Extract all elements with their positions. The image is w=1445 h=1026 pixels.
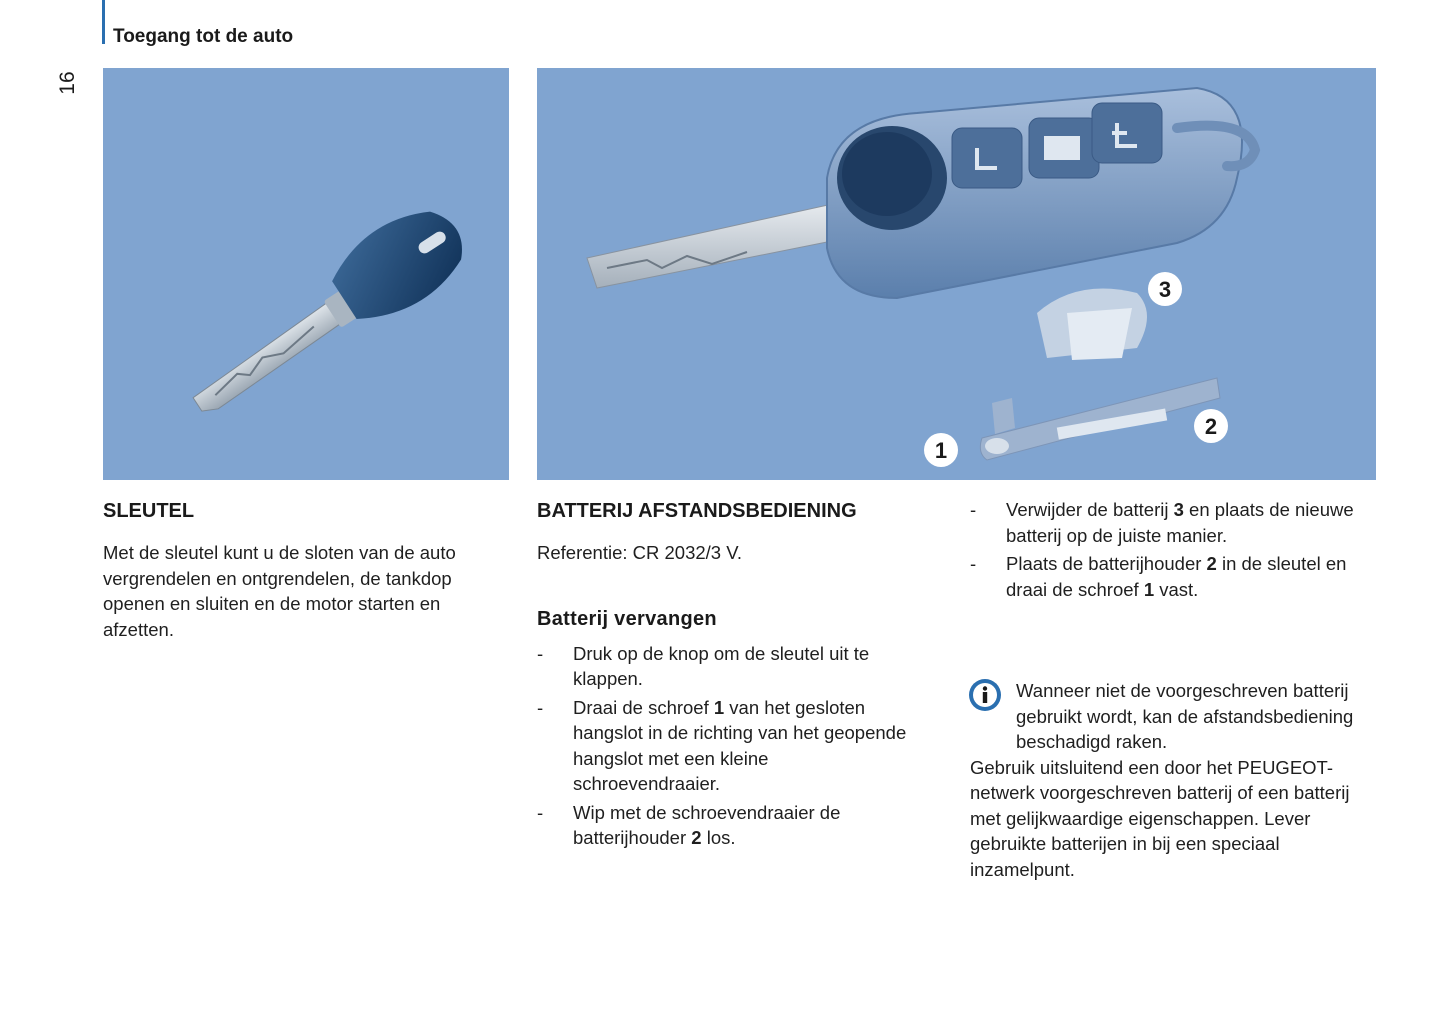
battery-section-continued xyxy=(970,497,1380,882)
svg-text:2: 2 xyxy=(1204,414,1218,439)
battery-steps-list-continued xyxy=(970,497,1380,602)
section-title: Toegang tot de auto xyxy=(113,26,294,47)
battery-section xyxy=(537,498,907,854)
key-drawing xyxy=(103,68,509,480)
battery-heading: BATTERIJ AFSTANDSBEDIENING xyxy=(537,500,857,522)
info-notice xyxy=(970,678,1380,882)
list-item: - Plaats de batterijhouder 2 in de sleutel en draai de schroef 1 vast. xyxy=(970,553,1347,600)
list-item: - Wip met de schroevendraaier de batterijhouder 2 los. xyxy=(537,801,841,848)
remote-drawing xyxy=(537,68,1376,480)
info-icon xyxy=(968,678,1002,712)
list-item: - Draai de schroef 1 van het gesloten hangslot in de richting van het geopende hangslot met een kleine schroevendraaier. xyxy=(537,696,907,794)
battery-steps-list xyxy=(537,641,907,851)
key-section xyxy=(103,498,503,642)
svg-text:1: 1 xyxy=(934,438,948,463)
info-advice-text: Gebruik uitsluitend een door het PEUGEOT-netwerk voorgeschreven batterij of een batterij met gelijkwaardige eigenschappen. Lever gebruikte batterijen in bij een speciaal inzamelpunt. xyxy=(970,756,1350,880)
info-warning-text: Wanneer niet de voorgeschreven batterij gebruikt wordt, kan de afstandsbediening beschadigd raken. xyxy=(1016,680,1354,752)
svg-text:3: 3 xyxy=(1158,277,1172,302)
list-item: - Verwijder de batterij 3 en plaats de nieuwe batterij op de juiste manier. xyxy=(970,499,1354,546)
key-description: Met de sleutel kunt u de sloten van de auto vergrendelen en ontgrendelen, de tankdop openen en sluiten en de motor starten en afzetten. xyxy=(103,542,456,640)
header-accent-bar xyxy=(102,0,105,44)
callout-2 xyxy=(1194,409,1228,443)
remote-illustration xyxy=(537,68,1376,480)
key-heading: SLEUTEL xyxy=(103,500,195,522)
page-number: 16 xyxy=(56,71,79,95)
callout-3 xyxy=(1148,272,1182,306)
callout-1 xyxy=(924,433,958,467)
key-illustration xyxy=(103,68,509,480)
replace-battery-subheading: Batterij vervangen xyxy=(537,607,717,630)
battery-reference: Referentie: CR 2032/3 V. xyxy=(537,542,742,563)
list-item: - Druk op de knop om de sleutel uit te klappen. xyxy=(537,642,870,689)
